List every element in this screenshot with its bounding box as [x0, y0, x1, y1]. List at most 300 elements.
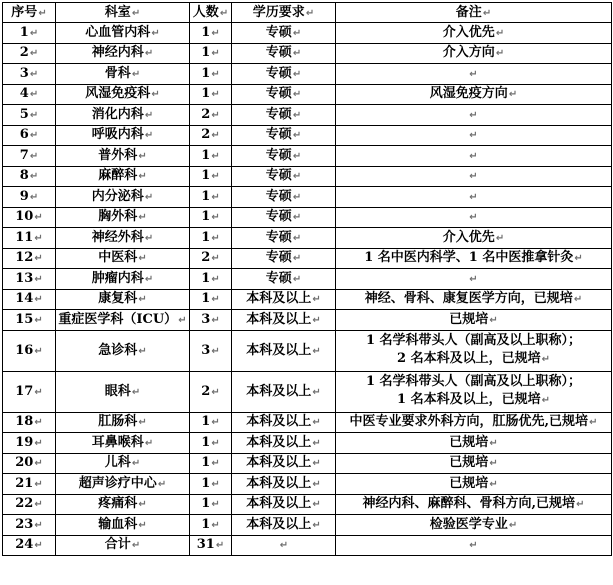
- paragraph-mark: ↵: [574, 253, 583, 265]
- row-count: [190, 105, 232, 126]
- row-no-text: 7: [19, 147, 29, 163]
- row-edu: [232, 289, 336, 310]
- row-note-line2: [338, 391, 609, 410]
- paragraph-mark: ↵: [312, 294, 321, 306]
- row-dept: [56, 84, 190, 105]
- table-row: [3, 494, 612, 515]
- paragraph-mark: ↵: [211, 437, 220, 449]
- paragraph-mark: ↵: [469, 68, 478, 80]
- row-no: [3, 515, 56, 536]
- row-dept-text: 儿科: [104, 455, 131, 471]
- row-note-text: 检验医学专业: [429, 516, 508, 532]
- paragraph-mark: ↵: [29, 48, 39, 60]
- row-no-text: 3: [19, 65, 29, 81]
- paragraph-mark: ↵: [211, 48, 220, 60]
- paragraph-mark: ↵: [34, 253, 43, 265]
- row-edu-text: 本科及以上: [246, 311, 312, 327]
- paragraph-mark: ↵: [144, 273, 154, 285]
- row-dept-text: 合计: [104, 537, 131, 553]
- row-edu-text: 专硕: [265, 168, 292, 184]
- row-count: [190, 474, 232, 495]
- paragraph-mark: ↵: [292, 273, 302, 285]
- paragraph-mark: ↵: [292, 27, 302, 39]
- row-note: [336, 412, 612, 433]
- row-no-text: 19: [15, 434, 34, 450]
- row-dept-text: 疼痛科: [98, 496, 138, 512]
- row-no: [3, 125, 56, 146]
- row-dept: [56, 146, 190, 167]
- row-no-text: 2: [19, 45, 29, 61]
- table-row: [3, 515, 612, 536]
- paragraph-mark: ↵: [292, 253, 302, 265]
- row-dept: [56, 166, 190, 187]
- row-no-text: 11: [15, 229, 34, 245]
- row-no-text: 18: [15, 414, 34, 430]
- paragraph-mark: ↵: [211, 232, 220, 244]
- paragraph-mark: ↵: [292, 191, 302, 203]
- row-count: [190, 515, 232, 536]
- paragraph-mark: ↵: [292, 212, 302, 224]
- row-no-text: 12: [15, 250, 34, 266]
- row-count: [190, 269, 232, 290]
- paragraph-mark: ↵: [34, 294, 43, 306]
- row-count-text: 1: [201, 188, 211, 204]
- row-count-text: 2: [201, 383, 211, 399]
- row-edu-text: 专硕: [265, 127, 292, 143]
- row-count: [190, 207, 232, 228]
- row-edu: [232, 433, 336, 454]
- row-edu: [232, 515, 336, 536]
- row-edu: [232, 474, 336, 495]
- row-edu-text: 本科及以上: [246, 383, 312, 399]
- row-note: [336, 515, 612, 536]
- paragraph-mark: ↵: [211, 27, 220, 39]
- row-count-text: 1: [201, 516, 211, 532]
- row-note-text: 神经、骨科、康复医学方向，已规培: [364, 291, 573, 307]
- paragraph-mark: ↵: [131, 540, 141, 552]
- paragraph-mark: ↵: [211, 294, 220, 306]
- row-note-text: 介入优先: [442, 24, 495, 40]
- paragraph-mark: ↵: [29, 150, 39, 162]
- row-dept: [56, 474, 190, 495]
- table-row: [3, 166, 612, 187]
- row-edu: [232, 535, 336, 556]
- row-note: [336, 84, 612, 105]
- row-dept-text: 肿瘤内科: [91, 270, 144, 286]
- row-note-text: 介入优先: [442, 229, 495, 245]
- row-no-text: 9: [19, 188, 29, 204]
- row-no: [3, 105, 56, 126]
- paragraph-mark: ↵: [211, 109, 220, 121]
- row-edu-text: 本科及以上: [246, 496, 312, 512]
- paragraph-mark: ↵: [144, 437, 154, 449]
- paragraph-mark: ↵: [138, 417, 147, 429]
- paragraph-mark: ↵: [29, 68, 39, 80]
- paragraph-mark: ↵: [508, 519, 518, 531]
- paragraph-mark: ↵: [489, 458, 498, 470]
- row-edu: [232, 412, 336, 433]
- row-no: [3, 453, 56, 474]
- row-dept: [56, 453, 190, 474]
- row-note: [336, 289, 612, 310]
- paragraph-mark: ↵: [508, 89, 518, 101]
- paragraph-mark: ↵: [312, 386, 321, 398]
- row-no: [3, 43, 56, 64]
- row-count-text: 3: [201, 342, 211, 358]
- paragraph-mark: ↵: [312, 417, 321, 429]
- table-row: [3, 43, 612, 64]
- row-dept-text: 急诊科: [98, 342, 138, 358]
- row-count: [190, 228, 232, 249]
- paragraph-mark: ↵: [29, 130, 39, 142]
- table-row: [3, 269, 612, 290]
- row-edu: [232, 187, 336, 208]
- paragraph-mark: ↵: [211, 89, 220, 101]
- paragraph-mark: ↵: [29, 27, 39, 39]
- row-edu-text: 本科及以上: [246, 434, 312, 450]
- row-edu: [232, 453, 336, 474]
- row-edu: [232, 269, 336, 290]
- paragraph-mark: ↵: [144, 232, 154, 244]
- row-note: [336, 23, 612, 44]
- row-count: [190, 412, 232, 433]
- row-no-text: 20: [15, 455, 34, 471]
- paragraph-mark: ↵: [34, 458, 43, 470]
- row-edu-text: 专硕: [265, 106, 292, 122]
- row-edu-text: 专硕: [265, 24, 292, 40]
- row-count-text: 1: [201, 291, 211, 307]
- paragraph-mark: ↵: [541, 395, 550, 406]
- paragraph-mark: ↵: [292, 150, 302, 162]
- paragraph-mark: ↵: [211, 417, 220, 429]
- paragraph-mark: ↵: [138, 150, 147, 162]
- paragraph-mark: ↵: [34, 540, 43, 552]
- recruitment-table: [2, 2, 612, 556]
- row-no-text: 17: [15, 383, 34, 399]
- row-no: [3, 84, 56, 105]
- table-row: [3, 371, 612, 412]
- row-count: [190, 84, 232, 105]
- table-row: [3, 64, 612, 85]
- row-dept: [56, 412, 190, 433]
- row-dept-text: 心血管内科: [85, 24, 151, 40]
- paragraph-mark: ↵: [34, 386, 43, 398]
- paragraph-mark: ↵: [489, 314, 498, 326]
- paragraph-mark: ↵: [157, 478, 167, 490]
- row-no-text: 23: [15, 516, 34, 532]
- row-note: [336, 228, 612, 249]
- row-count: [190, 371, 232, 412]
- row-count-text: 1: [201, 475, 211, 491]
- table-row: [3, 207, 612, 228]
- row-no-text: 4: [19, 86, 29, 102]
- row-dept: [56, 310, 190, 331]
- paragraph-mark: ↵: [138, 345, 147, 357]
- row-dept-text: 骨科: [104, 65, 131, 81]
- paragraph-mark: ↵: [469, 273, 478, 285]
- row-no: [3, 207, 56, 228]
- paragraph-mark: ↵: [138, 212, 147, 224]
- table-row: [3, 412, 612, 433]
- row-count: [190, 433, 232, 454]
- header-count: 人数↵: [190, 3, 232, 23]
- table-row: [3, 433, 612, 454]
- row-count: [190, 310, 232, 331]
- paragraph-mark: ↵: [138, 499, 147, 511]
- header-row: [3, 3, 612, 23]
- row-no-text: 5: [19, 106, 29, 122]
- table-row: [3, 310, 612, 331]
- paragraph-mark: ↵: [292, 48, 302, 60]
- paragraph-mark: ↵: [151, 89, 160, 101]
- paragraph-mark: ↵: [138, 294, 147, 306]
- row-dept: [56, 248, 190, 269]
- row-no: [3, 535, 56, 556]
- row-edu: [232, 494, 336, 515]
- row-dept: [56, 23, 190, 44]
- row-no: [3, 64, 56, 85]
- row-note: [336, 64, 612, 85]
- paragraph-mark: ↵: [292, 89, 302, 101]
- row-note-text: 已规培: [449, 434, 489, 450]
- paragraph-mark: ↵: [573, 294, 583, 306]
- row-note: [336, 371, 612, 412]
- paragraph-mark: ↵: [469, 540, 478, 552]
- paragraph-mark: ↵: [279, 540, 289, 552]
- row-count-text: 1: [201, 65, 211, 81]
- row-count: [190, 64, 232, 85]
- row-edu-text: 专硕: [265, 147, 292, 163]
- row-note-text: 神经内科、麻醉科、骨科方向,已规培: [362, 496, 576, 512]
- paragraph-mark: ↵: [34, 499, 43, 511]
- row-dept-text: 胸外科: [98, 209, 138, 225]
- paragraph-mark: ↵: [34, 232, 43, 244]
- row-no: [3, 23, 56, 44]
- paragraph-mark: ↵: [469, 171, 478, 183]
- row-no: [3, 474, 56, 495]
- row-dept: [56, 228, 190, 249]
- row-note-line1-text: 1 名学科带头人（副高及以上职称）；: [365, 333, 582, 348]
- paragraph-mark: ↵: [312, 345, 321, 357]
- row-count-text: 1: [201, 496, 211, 512]
- row-edu: [232, 166, 336, 187]
- paragraph-mark: ↵: [211, 458, 220, 470]
- row-note-line2-text: 2 名本科及以上，已规培: [397, 351, 541, 366]
- paragraph-mark: ↵: [211, 253, 220, 265]
- table-row: [3, 146, 612, 167]
- row-no: [3, 289, 56, 310]
- row-edu: [232, 43, 336, 64]
- table-row: [3, 187, 612, 208]
- row-no: [3, 146, 56, 167]
- paragraph-mark: ↵: [211, 212, 220, 224]
- row-note-text: 1 名中医内科学、1 名中医推拿针灸: [364, 250, 574, 266]
- paragraph-mark: ↵: [312, 478, 321, 490]
- row-edu-text: 专硕: [265, 250, 292, 266]
- row-no-text: 24: [15, 537, 34, 553]
- row-dept-text: 肛肠科: [98, 414, 138, 430]
- row-count-text: 1: [201, 168, 211, 184]
- paragraph-mark: ↵: [144, 48, 154, 60]
- row-note-line2-text: 1 名本科及以上，已规培: [397, 392, 541, 407]
- row-edu: [232, 207, 336, 228]
- row-edu-text: 专硕: [265, 65, 292, 81]
- row-note: [336, 125, 612, 146]
- paragraph-mark: ↵: [576, 499, 585, 511]
- row-note-line1: [338, 373, 609, 391]
- paragraph-mark: ↵: [144, 130, 154, 142]
- row-count-text: 2: [201, 127, 211, 143]
- row-note: [336, 310, 612, 331]
- row-dept: [56, 535, 190, 556]
- row-count: [190, 289, 232, 310]
- row-dept: [56, 289, 190, 310]
- row-no-text: 15: [15, 311, 34, 327]
- row-count: [190, 453, 232, 474]
- paragraph-mark: ↵: [495, 27, 505, 39]
- row-no: [3, 166, 56, 187]
- paragraph-mark: ↵: [312, 458, 321, 470]
- row-edu: [232, 248, 336, 269]
- paragraph-mark: ↵: [292, 130, 302, 142]
- paragraph-mark: ↵: [312, 437, 321, 449]
- paragraph-mark: ↵: [292, 171, 302, 183]
- paragraph-mark: ↵: [34, 519, 43, 531]
- row-note: [336, 494, 612, 515]
- paragraph-mark: ↵: [292, 109, 302, 121]
- row-dept-text: 重症医学科（ICU）: [58, 311, 178, 327]
- row-no: [3, 310, 56, 331]
- table-row: [3, 474, 612, 495]
- table-row: [3, 105, 612, 126]
- row-no-text: 14: [15, 291, 34, 307]
- paragraph-mark: ↵: [469, 212, 478, 224]
- paragraph-mark: ↵: [495, 232, 505, 244]
- paragraph-mark: ↵: [312, 519, 321, 531]
- row-no: [3, 330, 56, 371]
- header-no: 序号↵: [3, 3, 56, 23]
- row-dept-text: 中医科: [98, 250, 138, 266]
- row-no-text: 6: [19, 127, 29, 143]
- paragraph-mark: ↵: [292, 68, 302, 80]
- table-row: [3, 84, 612, 105]
- paragraph-mark: ↵: [131, 68, 141, 80]
- paragraph-mark: ↵: [541, 354, 550, 365]
- row-no-text: 16: [15, 342, 34, 358]
- row-dept-text: 消化内科: [91, 106, 144, 122]
- paragraph-mark: ↵: [138, 171, 147, 183]
- row-dept: [56, 105, 190, 126]
- paragraph-mark: ↵: [138, 519, 147, 531]
- row-no: [3, 412, 56, 433]
- row-note-text: 介入方向: [442, 45, 495, 61]
- paragraph-mark: ↵: [215, 540, 225, 552]
- paragraph-mark: ↵: [34, 314, 43, 326]
- row-edu-text: 专硕: [265, 188, 292, 204]
- row-dept: [56, 125, 190, 146]
- paragraph-mark: ↵: [29, 109, 39, 121]
- row-edu-text: 专硕: [265, 229, 292, 245]
- paragraph-mark: ↵: [34, 212, 43, 224]
- row-edu: [232, 84, 336, 105]
- paragraph-mark: ↵: [469, 150, 478, 162]
- paragraph-mark: ↵: [29, 89, 39, 101]
- row-dept: [56, 515, 190, 536]
- row-dept: [56, 330, 190, 371]
- row-no: [3, 269, 56, 290]
- row-count-text: 1: [201, 24, 211, 40]
- row-no: [3, 433, 56, 454]
- row-count-text: 2: [201, 106, 211, 122]
- row-dept-text: 耳鼻喉科: [91, 434, 144, 450]
- row-no-text: 10: [15, 209, 34, 225]
- row-note-line1: [338, 332, 609, 350]
- paragraph-mark: ↵: [469, 109, 478, 121]
- paragraph-mark: ↵: [469, 191, 478, 203]
- row-count-text: 2: [201, 250, 211, 266]
- paragraph-mark: ↵: [292, 232, 302, 244]
- row-count-text: 1: [201, 229, 211, 245]
- row-edu-text: 本科及以上: [246, 455, 312, 471]
- row-dept-text: 麻醉科: [98, 168, 138, 184]
- row-edu-text: 本科及以上: [246, 516, 312, 532]
- row-note: [336, 207, 612, 228]
- row-edu: [232, 310, 336, 331]
- row-count-text: 1: [201, 414, 211, 430]
- row-no: [3, 228, 56, 249]
- table-row: [3, 125, 612, 146]
- row-edu: [232, 64, 336, 85]
- header-edu: 学历要求↵: [232, 3, 336, 23]
- paragraph-mark: ↵: [151, 27, 160, 39]
- row-count-text: 1: [201, 455, 211, 471]
- paragraph-mark: ↵: [489, 478, 498, 490]
- paragraph-mark: ↵: [144, 191, 154, 203]
- row-dept-text: 神经外科: [91, 229, 144, 245]
- paragraph-mark: ↵: [144, 109, 154, 121]
- row-count: [190, 23, 232, 44]
- header-dept: 科室↵: [56, 3, 190, 23]
- row-dept: [56, 269, 190, 290]
- row-note-text: 中医专业要求外科方向，肛肠优先,已规培: [349, 414, 589, 430]
- row-dept-text: 神经内科: [91, 45, 144, 61]
- row-count-text: 3: [201, 311, 211, 327]
- row-count-text: 1: [201, 45, 211, 61]
- row-no-text: 1: [19, 24, 29, 40]
- row-count: [190, 494, 232, 515]
- row-note: [336, 453, 612, 474]
- row-note: [336, 535, 612, 556]
- row-edu: [232, 371, 336, 412]
- row-dept: [56, 43, 190, 64]
- row-dept-text: 康复科: [98, 291, 138, 307]
- row-edu: [232, 330, 336, 371]
- table-row: [3, 453, 612, 474]
- paragraph-mark: ↵: [131, 386, 141, 398]
- row-note-line2: [338, 350, 609, 369]
- row-dept-text: 输血科: [98, 516, 138, 532]
- row-note-text: 风湿免疫方向: [429, 86, 508, 102]
- row-note-text: 已规培: [449, 475, 489, 491]
- row-edu-text: 本科及以上: [246, 414, 312, 430]
- paragraph-mark: ↵: [211, 273, 220, 285]
- paragraph-mark: ↵: [131, 458, 141, 470]
- table-row: [3, 228, 612, 249]
- row-note: [336, 187, 612, 208]
- table-row: [3, 330, 612, 371]
- row-count-text: 31: [196, 537, 215, 553]
- row-note: [336, 146, 612, 167]
